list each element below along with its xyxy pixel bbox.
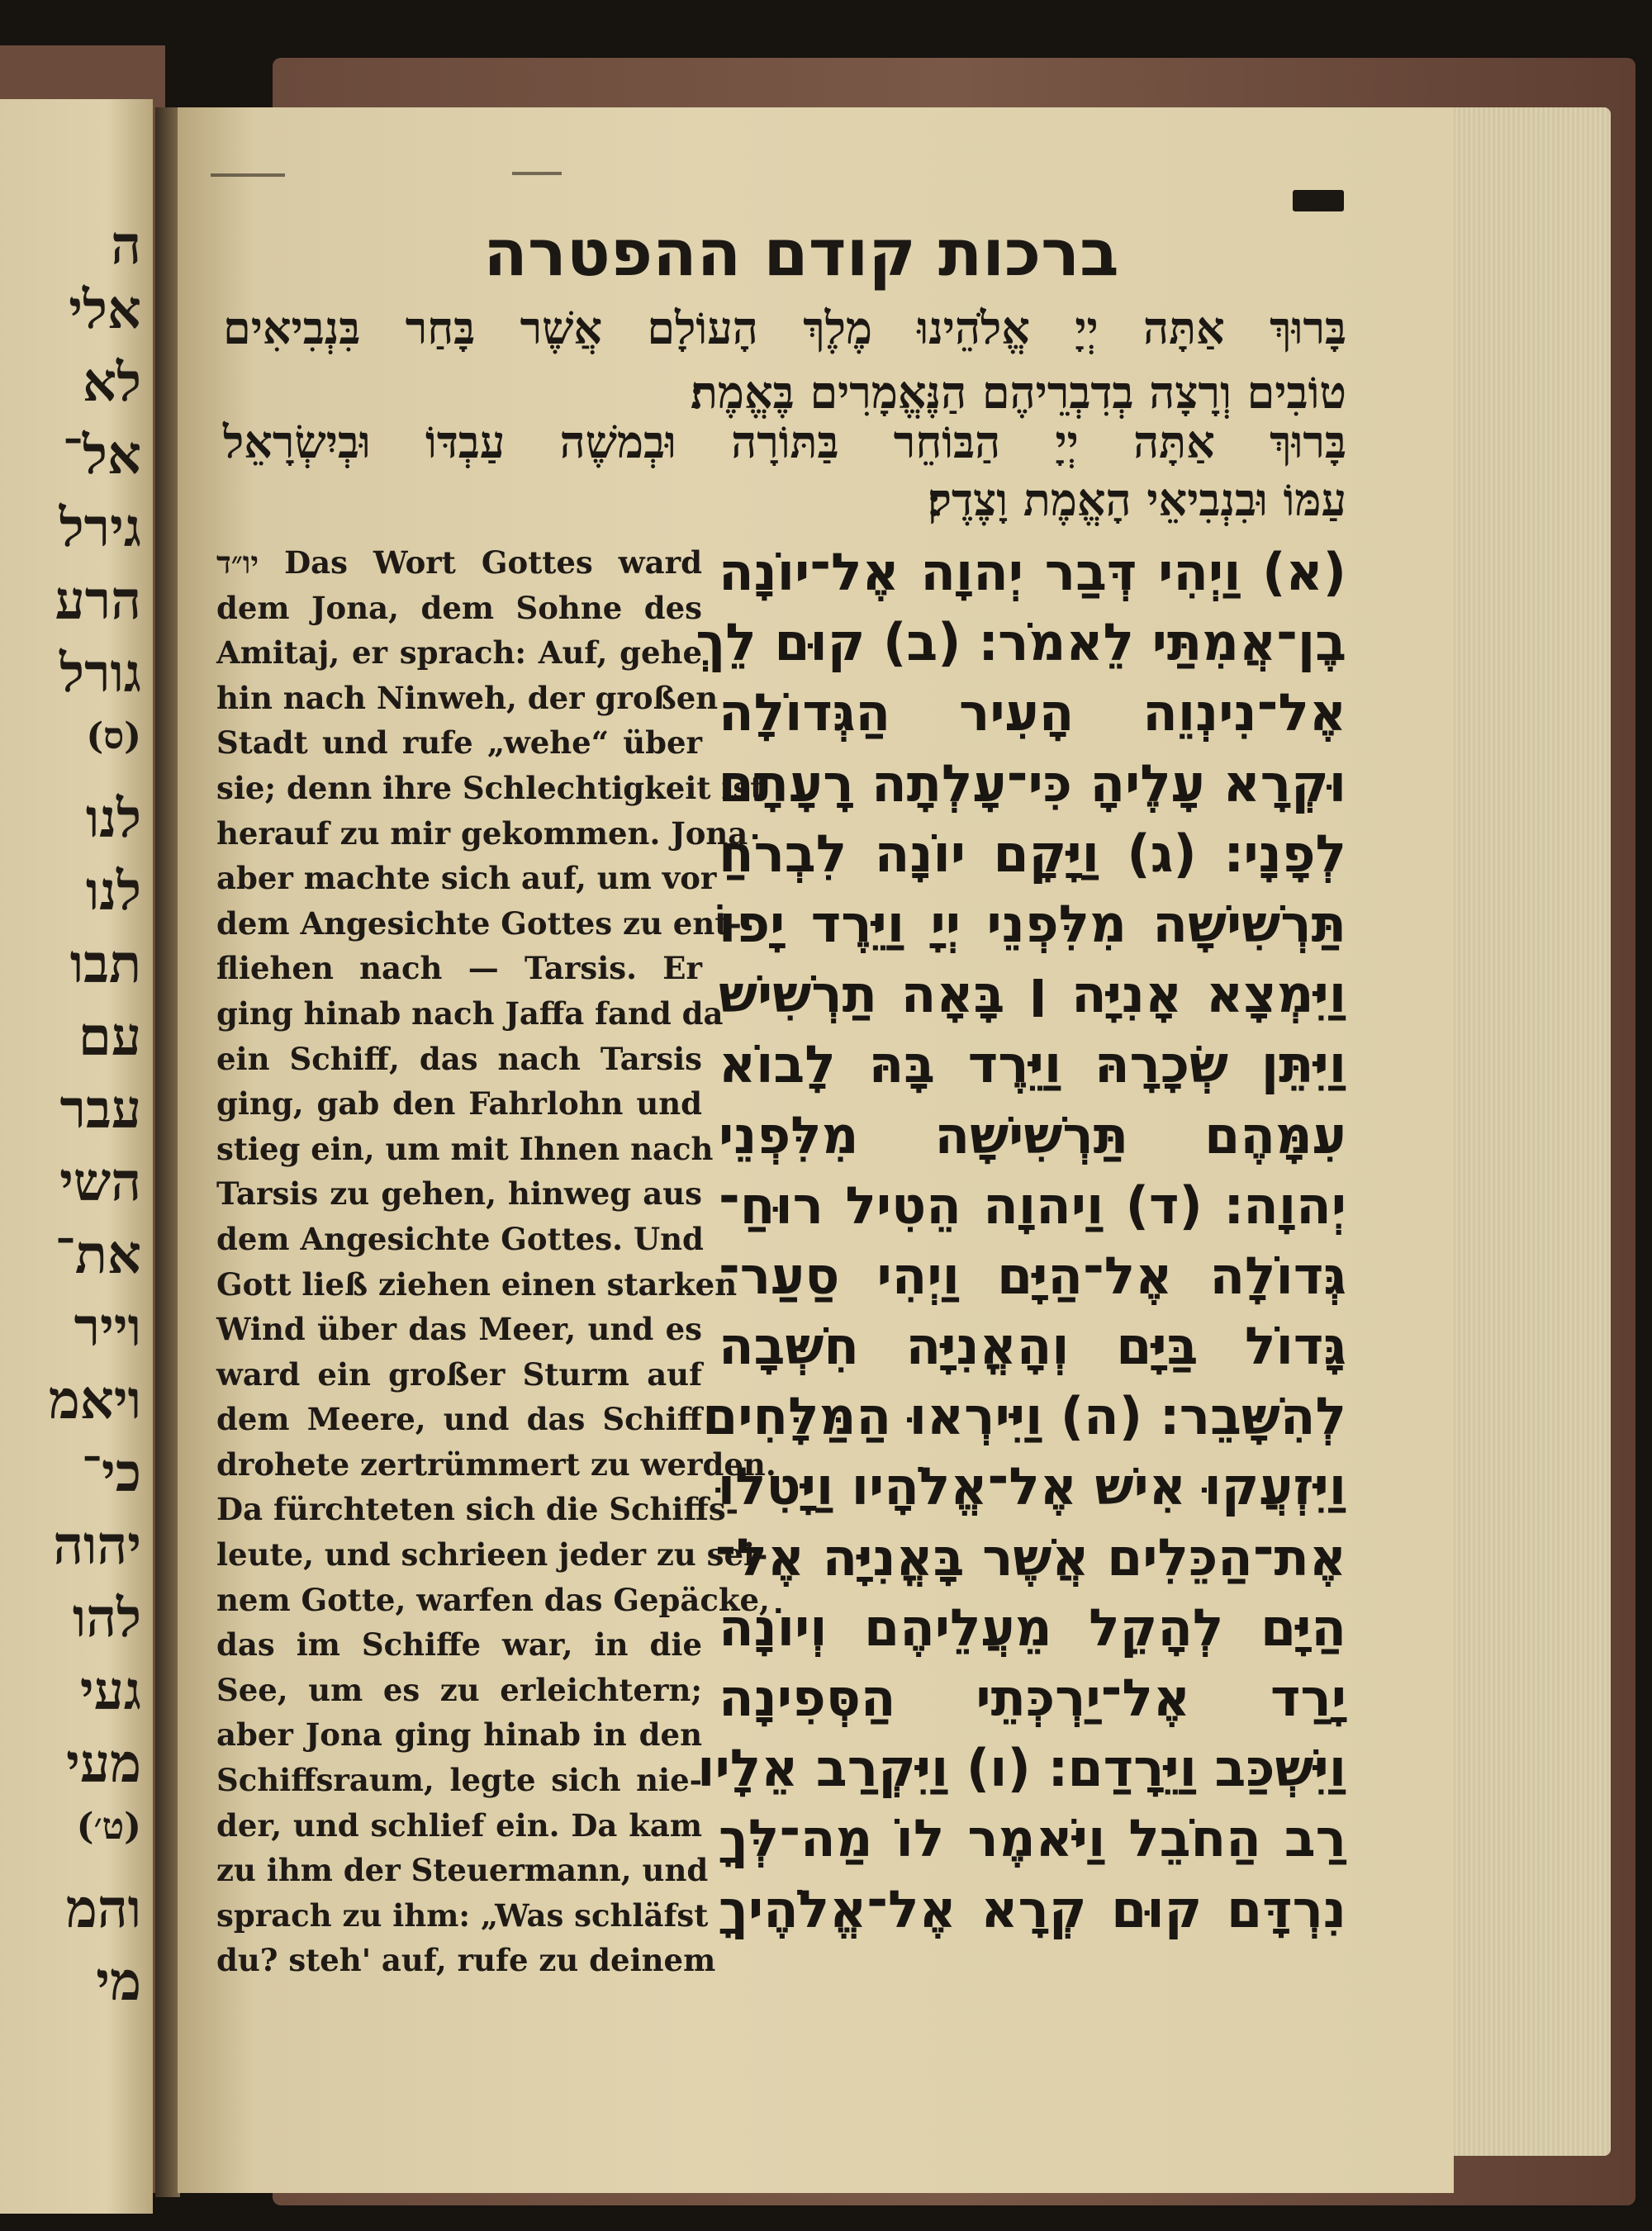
german-text-line: der, und schlief ein. Da kam — [216, 1806, 702, 1844]
facing-page-fragment: אל־ — [62, 425, 141, 487]
blessing-line: טוֹבִים וְרָצָה בְדִבְרֵיהֶם הַנֶּאֱמָרִים בֶּאֱמֶת׃ — [691, 366, 1346, 419]
hebrew-text-line: רַב הַחֹבֵל וַיֹּאמֶר לוֹ מַה־לְּךָ — [719, 1808, 1346, 1869]
facing-page-fragment: געי — [79, 1660, 141, 1722]
german-text-line: Wind über das Meer, und es — [216, 1311, 702, 1348]
facing-page-fragment: לנו — [85, 788, 141, 850]
hebrew-text-line: לְהִשָּׁבֵר׃ (ה) וַיִּירְאוּ הַמַּלָּחִים — [702, 1386, 1346, 1447]
facing-page-fragment: תבו — [69, 933, 141, 995]
print-smudge — [211, 173, 285, 177]
german-text-line: Amitaj, er sprach: Auf, gehe — [216, 634, 702, 672]
facing-page-fragment: הרע — [55, 570, 141, 632]
facing-page-fragment: עם — [78, 1006, 141, 1068]
blessing-line: בָּרוּךְ אַתָּה יְיָ הַבּוֹחֵר בַּתּוֹרָה וּבְמשֶׁה עַבְדּוֹ וּבְיִשְׂרָאֵל — [223, 415, 1346, 468]
hebrew-text-line: אֶת־הַכֵּלִים אֲשֶׁר בָּאֳנִיָּה אֶל־ — [714, 1526, 1346, 1588]
german-text-line: sie; denn ihre Schlechtigkeit ist — [216, 769, 765, 806]
facing-page-fragment: השי — [59, 1151, 141, 1213]
german-text-line: fliehen nach — Tarsis. Er — [216, 950, 702, 987]
page-number-mark — [1293, 190, 1344, 211]
german-text-line: drohete zertrümmert zu werden. — [216, 1445, 776, 1483]
hebrew-text-line: וַיִּזְעֲקוּ אִישׁ אֶל־אֱלֹהָיו וַיָּטִלוּ — [717, 1456, 1346, 1517]
hebrew-text-line: בֶן־אֲמִתַּי לֵאמֹר׃ (ב) קוּם לֵךְ — [695, 612, 1346, 673]
german-text-line: ein Schiff, das nach Tarsis — [216, 1040, 702, 1077]
hebrew-text-line: וַיִּתֵּן שְׂכָרָהּ וַיֵּרֶד בָּהּ לָבוֹא — [719, 1034, 1346, 1095]
facing-page-fragment: מעי — [66, 1733, 141, 1795]
german-text-line: aber Jona ging hinab in den — [216, 1716, 702, 1754]
german-text-line: zu ihm der Steuermann, und — [216, 1852, 709, 1889]
german-text-line: ging hinab nach Jaffa fand da — [216, 994, 724, 1032]
german-text-line: Schiffsraum, legte sich nie- — [216, 1762, 702, 1799]
facing-page — [0, 99, 153, 2214]
hebrew-text-line: עִמָּהֶם תַּרְשִׁישָׁה מִלִּפְנֵי — [719, 1104, 1346, 1165]
blessing-line: עַמּוֹ וּבִנְבִיאֵי הָאֱמֶת וָצֶדֶק׃ — [928, 473, 1346, 526]
facing-page-fragment: ה — [111, 215, 141, 277]
hebrew-text-line: גְּדוֹלָה אֶל־הַיָּם וַיְהִי סַעַר־ — [719, 1245, 1346, 1306]
german-text-line: das im Schiffe war, in die — [216, 1626, 702, 1664]
hebrew-text-column — [695, 537, 1346, 1944]
german-text-line: hin nach Ninweh, der großen — [216, 679, 719, 716]
german-text-line: dem Angesichte Gottes zu ent- — [216, 904, 742, 942]
facing-page-fragment: את־ — [55, 1224, 141, 1286]
hebrew-text-line: (א) וַיְהִי דְּבַר יְהוָה אֶל־יוֹנָה — [719, 542, 1346, 602]
facing-page-fragment: (ס) — [86, 715, 141, 757]
german-text-line: dem Jona, dem Sohne des — [216, 589, 702, 626]
german-text-line: stieg ein, um mit Ihnen nach — [216, 1130, 714, 1167]
hebrew-text-line: יְהוָה׃ (ד) וַיהוָה הֵטִיל רוּחַ־ — [719, 1175, 1346, 1236]
german-text-line: dem Meere, und das Schiff — [216, 1401, 702, 1438]
book-gutter — [155, 107, 180, 2197]
german-text-line: Gott ließ ziehen einen starken — [216, 1265, 738, 1303]
hebrew-text-line: יָרַד אֶל־יַרְכְּתֵי הַסְּפִינָה — [719, 1668, 1346, 1728]
print-smudge — [512, 172, 562, 175]
german-text-line: aber machte sich auf, um vor — [216, 860, 717, 897]
german-text-line: herauf zu mir gekommen. Jona — [216, 814, 748, 852]
german-text-line: du? steh' auf, rufe zu deinem — [216, 1942, 716, 1979]
hebrew-text-line: וַיִּשְׁכַּב וַיֵּרָדַם׃ (ו) וַיִּקְרַב אֵלָיו — [697, 1738, 1346, 1799]
facing-page-fragment: להו — [72, 1588, 141, 1650]
german-text-line: Tarsis zu gehen, hinweg aus — [216, 1175, 702, 1213]
facing-page-fragment: עבר — [59, 1079, 141, 1141]
blessing-line: בָּרוּךְ אַתָּה יְיָ אֱלֹהֵינוּ מֶלֶךְ הָעוֹלָם אֲשֶׁר בָּחַר בִּנְבִיאִים — [223, 301, 1346, 354]
facing-page-fragment: גורל — [59, 643, 141, 705]
hebrew-text-line: אֶל־נִינְוֵה הָעִיר הַגְּדוֹלָה — [719, 682, 1346, 743]
german-translation-column — [216, 540, 776, 1983]
hebrew-text-line: גָּדוֹל בַּיָּם וְהָאֳנִיָּה חִשְּׁבָה — [719, 1316, 1346, 1377]
facing-page-fragment: יהוה — [53, 1515, 141, 1577]
facing-page-fragment: לנו — [85, 861, 141, 923]
facing-page-fragment: אלי — [69, 279, 141, 341]
facing-page-fragment: (ט׳) — [76, 1806, 141, 1848]
german-text-line: dem Angesichte Gottes. Und — [216, 1220, 704, 1257]
facing-page-fragment: והמ — [65, 1878, 141, 1940]
hebrew-text-line: תַּרְשִׁישָׁה מִלִּפְנֵי יְיָ וַיֵּרֶד יָפוֹ — [719, 893, 1346, 954]
facing-page-fragment: וייר — [74, 1297, 141, 1359]
german-text-line: nem Gotte, warfen das Gepäcke, — [216, 1581, 770, 1618]
hebrew-text-line: נִרְדָּם קוּם קְרָא אֶל־אֱלֹהֶיךָ — [719, 1878, 1346, 1939]
page-block-edge — [1437, 107, 1611, 2156]
german-text-line: sprach zu ihm: „Was schläfst — [216, 1896, 709, 1934]
hebrew-text-line: לְפָנָי׃ (ג) וַיָּקָם יוֹנָה לִבְרֹחַ — [719, 823, 1346, 884]
hebrew-text-line: הַיָּם לְהָקֵל מֵעֲלֵיהֶם וְיוֹנָה — [719, 1597, 1346, 1658]
hebrew-text-line: וּקְרָא עָלֶיהָ כִּי־עָלְתָה רָעָתָם — [718, 752, 1346, 814]
hebrew-text-line: וַיִּמְצָא אָנִיָּה ׀ בָּאָה תַרְשִׁישׁ — [719, 964, 1346, 1025]
german-text-line: leute, und schrieen jeder zu sei- — [216, 1536, 768, 1574]
german-text-line: Da fürchteten sich die Schiffs- — [216, 1491, 739, 1528]
german-text-line: יו״ד Das Wort Gottes ward — [216, 544, 702, 581]
german-text-line: ward ein großer Sturm auf — [216, 1355, 702, 1393]
facing-page-fragment: ויאמ — [48, 1369, 141, 1431]
facing-page-fragment: גירל — [59, 497, 141, 559]
facing-page-fragment: מי — [96, 1951, 141, 2013]
german-text-line: ging, gab den Fahrlohn und — [216, 1085, 702, 1123]
facing-page-fragment: כי־ — [81, 1442, 141, 1504]
german-text-line: See, um es zu erleichtern; — [216, 1671, 702, 1708]
german-text-line: Stadt und rufe „wehe“ über — [216, 724, 702, 762]
facing-page-fragment: לא — [82, 352, 141, 414]
page-title: ברכות קודם ההפטרה — [483, 216, 1119, 291]
